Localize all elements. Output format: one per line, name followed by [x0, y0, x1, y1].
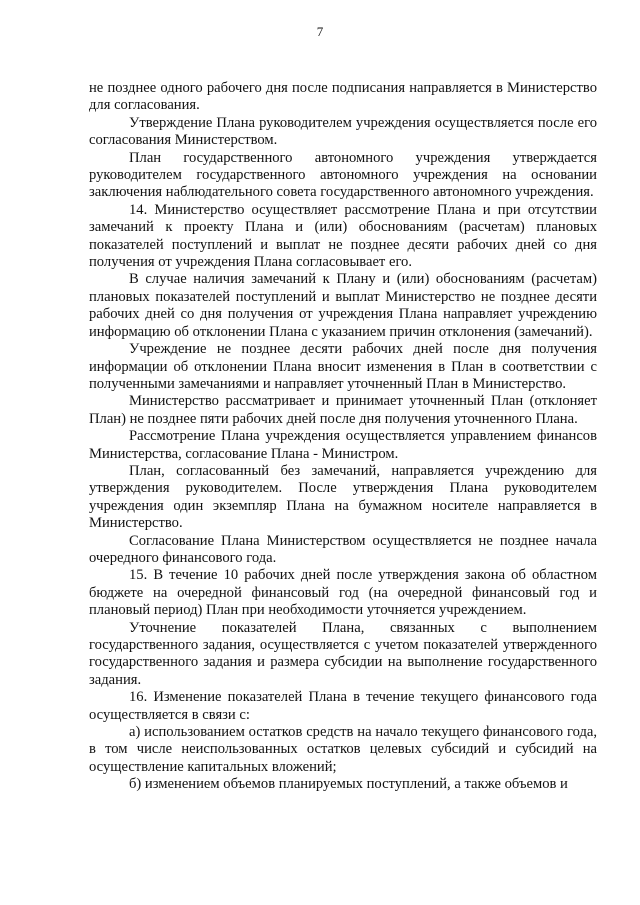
paragraph-ministry-review-corrected: Министерство рассматривает и принимает уточненный План (отклоняет План) не позднее пяти рабочих дней после дня получения уточненного Плана.	[89, 393, 597, 427]
paragraph-remarks-case: В случае наличия замечаний к Плану и (или) обоснованиям (расчетам) плановых показателей поступлений и выплат Министерство не позднее десяти рабочих дней со дня получения от учреждения Плана направляет учреждению информацию об отклонении Плана с указанием причин отклонения (замечаний).	[89, 271, 597, 340]
paragraph-item-15: 15. В течение 10 рабочих дней после утверждения закона об областном бюджете на очередной финансовый год (на очередной финансовый год и плановый период) План при необходимости уточняется учреждением.	[89, 567, 597, 619]
paragraph-approval-after-agreement: Утверждение Плана руководителем учреждения осуществляется после его согласования Министерством.	[89, 114, 597, 149]
document-body	[89, 80, 597, 794]
paragraph-item-16-b: б) изменением объемов планируемых поступлений, а также объемов и	[129, 776, 568, 793]
paragraph-state-task-refinement: Уточнение показателей Плана, связанных с выполнением государственного задания, осуществляется с учетом показателей утвержденного государственного задания и размера субсидии на выполнение государственного задания.	[89, 619, 597, 688]
paragraph-review-department: Рассмотрение Плана учреждения осуществляется управлением финансов Министерства, согласование Плана - Министром.	[89, 428, 597, 462]
paragraph-item-16: 16. Изменение показателей Плана в течение текущего финансового года осуществляется в связи с:	[89, 689, 597, 723]
page-number: 7	[316, 24, 324, 39]
paragraph-item-16-a: а) использованием остатков средств на начало текущего финансового года, в том числе неиспользованных остатков целевых субсидий и субсидий на осуществление капитальных вложений;	[89, 724, 597, 775]
paragraph-autonomous-institution-approval: План государственного автономного учреждения утверждается руководителем государственного автономного учреждения на основании заключения наблюдательного совета государственного автономного учреждения.	[89, 149, 597, 201]
paragraph-continuation: не позднее одного рабочего дня после подписания направляется в Министерство для согласования.	[89, 80, 597, 114]
paragraph-item-14: 14. Министерство осуществляет рассмотрение Плана и при отсутствии замечаний к проекту Плана и (или) обоснованиям (расчетам) плановых показателей поступлений и выплат не позднее десяти рабочих дней со дня получения от учреждения Плана согласовывает его.	[89, 201, 597, 271]
paragraph-institution-corrections: Учреждение не позднее десяти рабочих дней после дня получения информации об отклонении Плана вносит изменения в План в соответствии с полученными замечаниями и направляет уточненный План в Министерство.	[89, 341, 597, 392]
paragraph-agreement-deadline: Согласование Плана Министерством осуществляется не позднее начала очередного финансового года.	[89, 532, 597, 566]
paragraph-approved-plan-sent: План, согласованный без замечаний, направляется учреждению для утверждения руководителем. После утверждения Плана руководителем учреждения один экземпляр Плана на бумажном носителе направляется в Министерство.	[89, 462, 597, 532]
